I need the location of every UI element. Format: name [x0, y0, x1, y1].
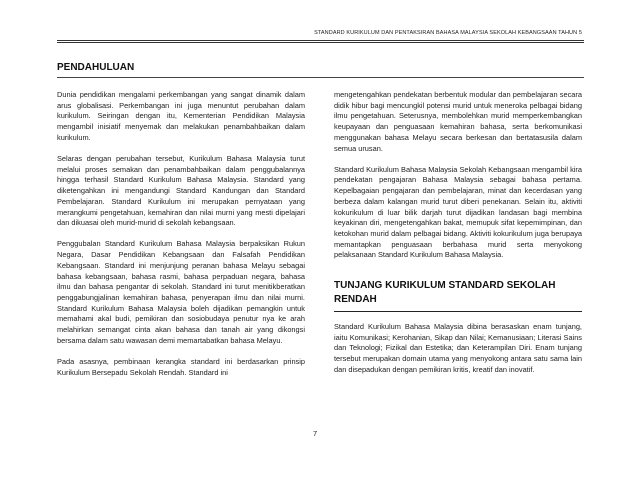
paragraph: mengetengahkan pendekatan berbentuk modular dan pembelajaran secara didik hibur bagi mencungkil potensi murid untuk meneroka pelbagai bidang ilmu pengetahuan. Seterusnya, membolehkan murid memperkembangkan keupayaan dan penguasaan kemahiran bahasa, serta berkomunikasi menggunakan bahasa Melayu secara berkesan dan bertatasusila dalam semua urusan. [334, 90, 582, 153]
paragraph: Standard Kurikulum Bahasa Malaysia dibina berasaskan enam tunjang, iaitu Komunikasi; Kerohanian, Sikap dan Nilai; Kemanusiaan; Literasi Sains dan Teknologi; Fizikal dan Estetika; dan Keterampilan Diri. Enam tunjang tersebut merupakan domain utama yang menyokong antara satu sama lain dan disepadukan dengan pemikiran kritis, kreatif dan inovatif. [334, 322, 582, 374]
section-title: PENDAHULUAN [57, 62, 135, 73]
header-rule-secondary [57, 42, 584, 43]
paragraph: Pada asasnya, pembinaan kerangka standard ini berdasarkan prinsip Kurikulum Bersepadu Sekolah Rendah. Standard ini [57, 356, 305, 377]
header-rule [57, 40, 584, 41]
running-header: STANDARD KURIKULUM DAN PENTAKSIRAN BAHASA MALAYSIA SEKOLAH KEBANGSAAN TAHUN 5 [314, 30, 582, 36]
paragraph: Penggubalan Standard Kurikulum Bahasa Malaysia berpaksikan Rukun Negara, Dasar Pendidikan Kebangsaan dan Falsafah Pendidikan Kebangsaan. Standard ini menjunjung peranan bahasa Melayu sebagai bahasa kebangsaan, bahasa rasmi, bahasa perpaduan negara, bahasa ilmu dan bahasa pengantar di sekolah. Standard ini turut menitikberatkan penggabungjalinan kemahiran bahasa, penyerapan ilmu dan nilai murni. Standard Kurikulum Bahasa Malaysia boleh dijadikan pemangkin untuk memahami akal budi, pemikiran dan sosiobudaya penutur nya ke arah melahirkan semangat cinta akan bahasa dan tanah air yang dikongsi bersama dalam satu wawasan demi memartabatkan bahasa Melayu. [57, 239, 305, 345]
page-number: 7 [313, 429, 318, 438]
paragraph: Selaras dengan perubahan tersebut, Kurikulum Bahasa Malaysia turut melalui proses semakan dan penambahbaikan dalam penggubalannya hingga terhasil Standard Kurikulum Bahasa Malaysia. Standard yang diketengahkan ini mengandungi Standard Kandungan dan Standard Pembelajaran. Standard Kurikulum ini merupakan pernyataan yang merangkumi pengetahuan, kemahiran dan nilai murni yang mesti dipelajari dan dikuasai oleh murid-murid di sekolah kebangsaan. [57, 154, 305, 228]
subheading-rule [334, 311, 582, 312]
paragraph: Standard Kurikulum Bahasa Malaysia Sekolah Kebangsaan mengambil kira pendekatan pengajaran Bahasa Malaysia sebagai bahasa pertama. Kepelbagaian pengajaran dan pembelajaran, minat dan kecerdasan yang berbeza dalam kalangan murid turut diberi penekanan. Selain itu, aktiviti kokurikulum di luar bilik darjah turut dijadikan landasan bagi membina keyakinan diri, mengetengahkan bakat, memupuk sifat kepemimpinan, dan ketokohan murid dalam pelbagai bidang. Aktiviti kokurikulum juga berupaya memantapkan penguasaan berbahasa murid serta menyokong pelaksanaan Standard Kurikulum Bahasa Malaysia. [334, 164, 582, 260]
subheading: TUNJANG KURIKULUM STANDARD SEKOLAH RENDAH [334, 280, 556, 306]
section-title-rule [57, 77, 584, 78]
paragraph: Dunia pendidikan mengalami perkembangan yang sangat dinamik dalam arus globalisasi. Perkembangan ini juga menuntut perubahan dalam kurikulum. Seiringan dengan itu, Kementerian Pendidikan Malaysia mengambil inisiatif menyemak dan melakukan penambahbaikan dalam kurikulum. [57, 90, 305, 142]
left-column [57, 90, 305, 389]
right-column [334, 90, 582, 386]
